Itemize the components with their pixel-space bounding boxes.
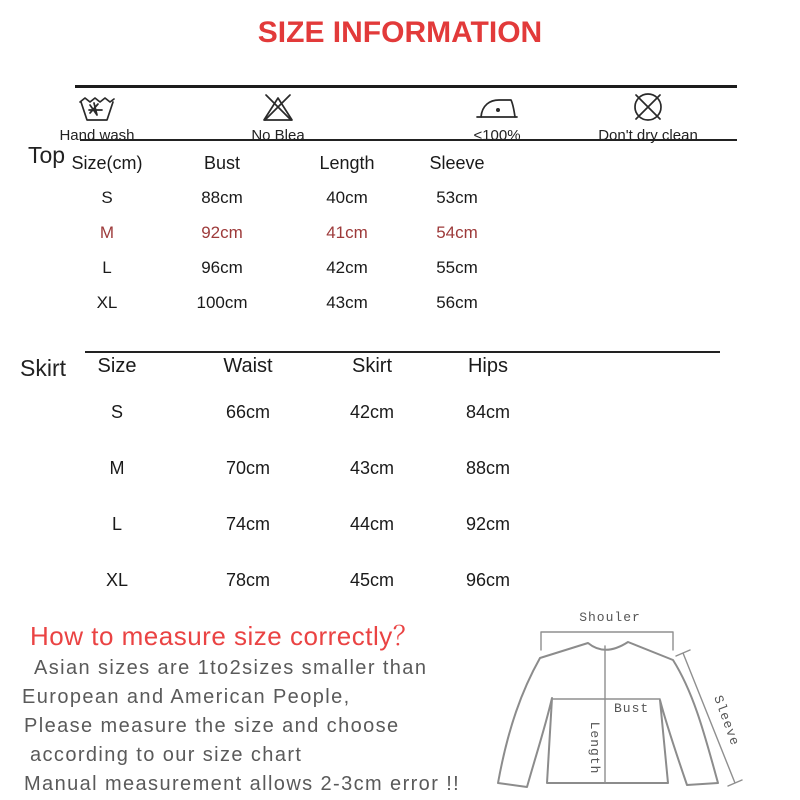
measure-guide-line: European and American People, (22, 686, 351, 708)
care-label-hand-wash: Hand wash (59, 127, 135, 144)
value-cell: 41cm (326, 222, 368, 242)
size-cell: L (111, 513, 122, 534)
value-cell: 42cm (349, 401, 394, 422)
table-row (60, 180, 510, 215)
value-cell: 55cm (436, 257, 478, 277)
top-table-header-row (60, 146, 510, 180)
value-cell: 96cm (201, 257, 243, 277)
value-cell: 45cm (349, 569, 394, 590)
care-item-no-bleach (213, 90, 343, 144)
no-bleach-icon (260, 90, 296, 124)
value-cell: 92cm (201, 222, 243, 242)
value-cell: 92cm (465, 513, 510, 534)
hand-wash-icon (77, 90, 117, 124)
table-row-highlighted (60, 215, 510, 250)
value-cell: 78cm (225, 569, 270, 590)
value-cell: 84cm (465, 401, 510, 422)
column-header: Length (319, 152, 375, 173)
care-item-no-dry-clean (583, 90, 713, 144)
value-cell: 54cm (436, 222, 478, 242)
value-cell: 53cm (436, 187, 478, 207)
no-dry-clean-icon (630, 90, 666, 124)
shirt-measurement-diagram (470, 600, 800, 800)
value-cell: 56cm (436, 292, 478, 312)
shoulder-bracket-line (541, 632, 673, 650)
value-cell: 40cm (326, 187, 368, 207)
top-table-rule (80, 139, 737, 141)
size-cell: M (99, 222, 115, 242)
size-cell: M (109, 457, 125, 478)
care-item-hand-wash (32, 90, 162, 144)
iron-low-temp-icon (475, 90, 519, 124)
column-header: Sleeve (429, 152, 485, 173)
column-header: Waist (223, 354, 273, 377)
top-section-label: Top (28, 142, 66, 168)
size-cell: XL (105, 569, 129, 590)
column-header: Size(cm) (71, 152, 143, 173)
sleeve-label: Sleeve (710, 693, 743, 749)
value-cell: 66cm (225, 401, 270, 422)
page-title: SIZE INFORMATION (257, 16, 543, 49)
column-header: Bust (203, 152, 241, 173)
skirt-size-table (60, 348, 554, 608)
skirt-section-label: Skirt (20, 355, 66, 381)
size-cell: S (101, 187, 113, 207)
care-item-iron (432, 90, 562, 144)
column-header: Hips (467, 354, 508, 377)
table-row (60, 285, 510, 320)
care-divider-line (75, 85, 737, 88)
care-label-no-bleach: No Blea (251, 127, 305, 144)
size-cell: L (102, 257, 112, 277)
value-cell: 88cm (465, 457, 510, 478)
size-cell: S (110, 401, 123, 422)
value-cell: 42cm (326, 257, 368, 277)
shoulder-label: Shouler (579, 610, 641, 625)
table-row (60, 496, 554, 552)
measure-guide-line: Asian sizes are 1to2sizes smaller than (34, 657, 428, 679)
shirt-outline (498, 642, 718, 787)
value-cell: 70cm (225, 457, 270, 478)
size-cell: XL (96, 292, 118, 312)
value-cell: 44cm (349, 513, 394, 534)
length-label: Length (587, 721, 602, 775)
bust-label: Bust (614, 701, 650, 716)
measure-guide-heading: How to measure size correctly？ (30, 621, 420, 651)
value-cell: 74cm (225, 513, 270, 534)
value-cell: 100cm (196, 292, 248, 312)
column-header: Size (97, 354, 137, 377)
measure-guide-section (22, 620, 500, 799)
value-cell: 88cm (201, 187, 243, 207)
measure-guide-line: Manual measurement allows 2-3cm error !! (24, 773, 461, 795)
table-row (60, 440, 554, 496)
value-cell: 43cm (349, 457, 394, 478)
value-cell: 43cm (326, 292, 368, 312)
table-row (60, 250, 510, 285)
column-header: Skirt (352, 354, 392, 377)
value-cell: 96cm (465, 569, 510, 590)
measure-guide-line: according to our size chart (30, 744, 303, 766)
table-row (60, 384, 554, 440)
top-size-table (60, 146, 510, 320)
care-label-no-dry-clean: Don't dry clean (598, 127, 698, 144)
care-label-iron: <100% (473, 127, 521, 144)
skirt-table-header-row (60, 348, 554, 384)
measure-guide-line: Please measure the size and choose (24, 715, 400, 737)
